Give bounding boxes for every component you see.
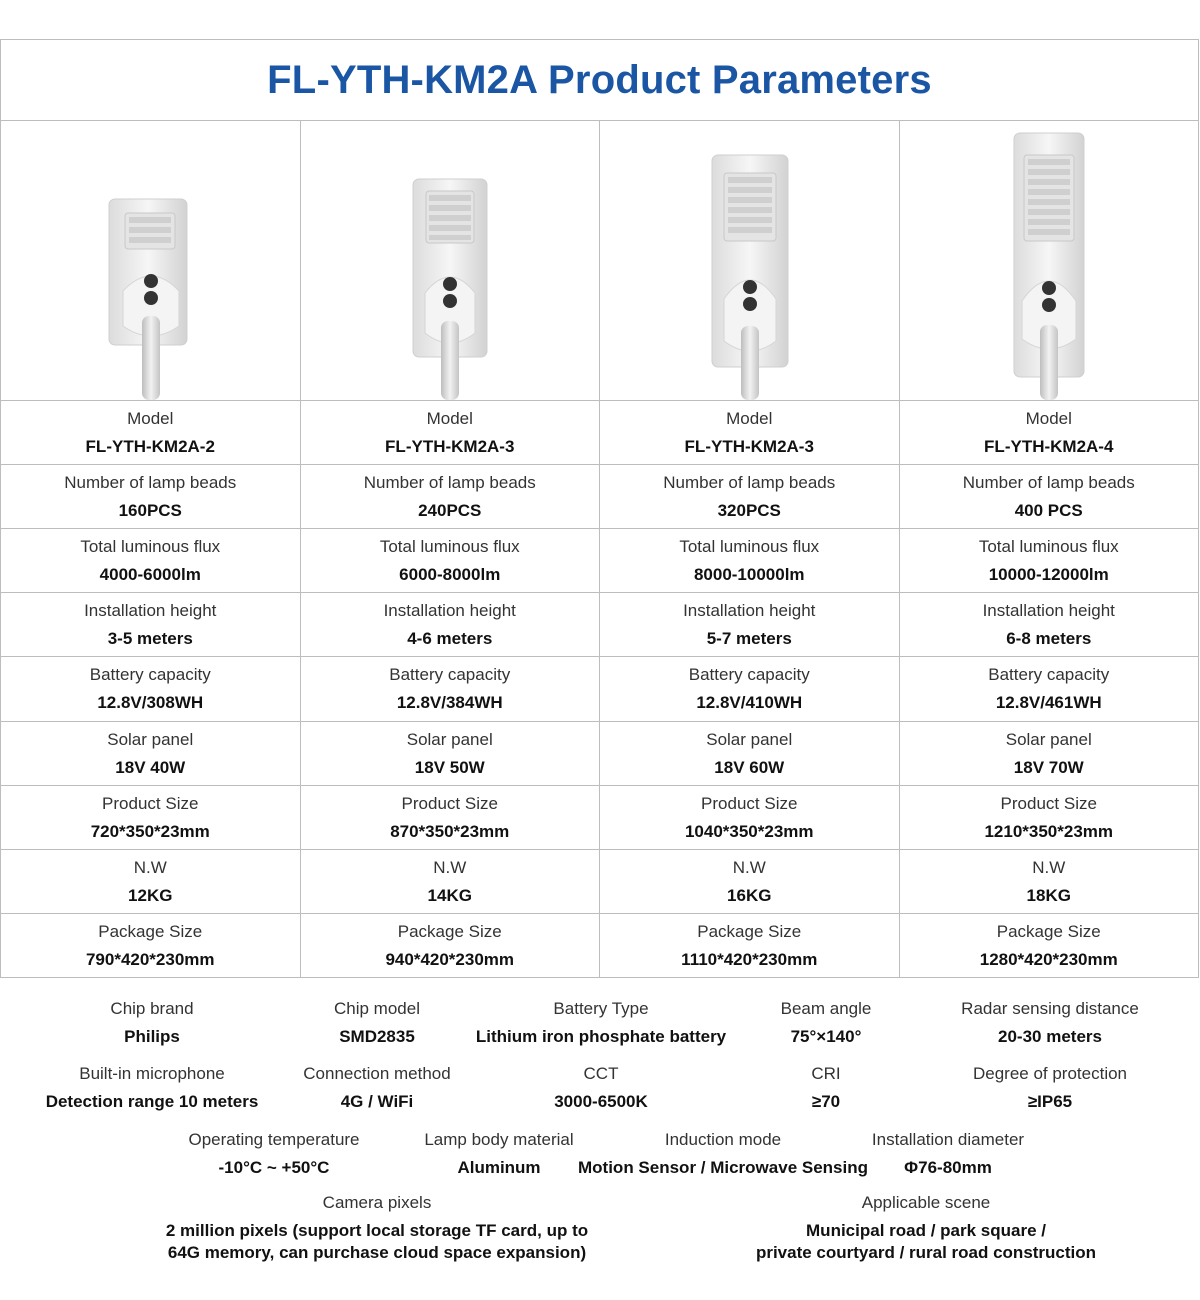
- table-cell: [600, 722, 900, 785]
- table-cell: [900, 401, 1199, 464]
- table-cell: [900, 786, 1199, 849]
- table-cell: [600, 593, 900, 656]
- table-cell: [900, 529, 1199, 592]
- spec-label: Camera pixels: [322, 1193, 432, 1212]
- spec-label: Induction mode: [664, 1130, 782, 1149]
- table-cell: [301, 850, 601, 913]
- cell-label: Number of lamp beads: [663, 472, 836, 492]
- cell-label: Installation height: [683, 600, 816, 620]
- spec-value: Aluminum: [457, 1158, 541, 1177]
- cell-value: 8000-10000lm: [693, 564, 805, 584]
- cell-value: 3-5 meters: [107, 628, 193, 648]
- cell-label: Product Size: [701, 793, 798, 813]
- spec-label: CRI: [811, 1064, 841, 1083]
- beads-row: [1, 465, 1198, 529]
- cell-value: FL-YTH-KM2A-3: [684, 436, 814, 456]
- spec-protection: [973, 1063, 1127, 1113]
- spec-value-line-2: private courtyard / rural road construction: [755, 1243, 1097, 1262]
- cell-value: 14KG: [427, 885, 472, 905]
- cell-value: 1040*350*23mm: [684, 821, 814, 841]
- cell-label: N.W: [433, 857, 467, 877]
- table-cell: [900, 914, 1199, 977]
- table-cell: [900, 722, 1199, 785]
- solar-row: [1, 722, 1198, 786]
- table-cell: [301, 786, 601, 849]
- cell-label: Total luminous flux: [978, 536, 1119, 556]
- table-cell: [301, 593, 601, 656]
- cell-label: Installation height: [84, 600, 217, 620]
- cell-label: Number of lamp beads: [962, 472, 1135, 492]
- cell-value: 6-8 meters: [1006, 628, 1092, 648]
- table-cell: [900, 465, 1199, 528]
- spec-label: CCT: [583, 1064, 619, 1083]
- table-cell: [600, 657, 900, 721]
- cell-label: N.W: [732, 857, 766, 877]
- cell-label: Number of lamp beads: [64, 472, 237, 492]
- spec-installation-diameter: [872, 1129, 1024, 1179]
- spec-camera-pixels: [166, 1192, 588, 1264]
- spec-label: Battery Type: [553, 999, 649, 1018]
- cell-label: Model: [1025, 408, 1072, 428]
- cell-label: Model: [426, 408, 473, 428]
- table-cell: [301, 401, 601, 464]
- cell-value: 12.8V/461WH: [995, 693, 1102, 712]
- cell-value: FL-YTH-KM2A-4: [984, 436, 1114, 456]
- cell-value: 5-7 meters: [706, 628, 792, 648]
- spec-label: Radar sensing distance: [961, 999, 1139, 1018]
- cell-value: 790*420*230mm: [85, 949, 215, 969]
- cell-label: Battery capacity: [688, 665, 810, 684]
- table-cell: [1, 722, 301, 785]
- spec-cri: [811, 1063, 840, 1113]
- cell-value: 4-6 meters: [407, 628, 493, 648]
- cell-value: 18V 40W: [115, 757, 186, 777]
- table-cell: [301, 914, 601, 977]
- street-lamp-3b-image: [600, 121, 900, 400]
- table-cell: [600, 914, 900, 977]
- spec-lamp-material: [424, 1129, 573, 1179]
- table-cell: [301, 657, 601, 721]
- spec-value: Motion Sensor / Microwave Sensing: [578, 1158, 868, 1177]
- cell-label: Installation height: [383, 600, 516, 620]
- table-cell: [900, 850, 1199, 913]
- cell-value: FL-YTH-KM2A-3: [385, 436, 515, 456]
- cell-value: 1280*420*230mm: [979, 949, 1118, 969]
- cell-value: 16KG: [727, 885, 772, 905]
- spec-label: Lamp body material: [424, 1130, 574, 1149]
- table-cell: [900, 593, 1199, 656]
- height-row: [1, 593, 1198, 657]
- cell-value: 1210*350*23mm: [984, 821, 1114, 841]
- title-row: [1, 40, 1198, 121]
- cell-label: N.W: [1032, 857, 1066, 877]
- table-cell: [1, 401, 301, 464]
- cell-label: Package Size: [996, 921, 1101, 941]
- table-cell: [301, 529, 601, 592]
- table-cell: [600, 786, 900, 849]
- cell-label: Solar panel: [107, 729, 194, 749]
- cell-label: Total luminous flux: [80, 536, 221, 556]
- spec-label: Applicable scene: [861, 1193, 991, 1212]
- product-image-cell: [600, 121, 900, 400]
- battery-row: [1, 657, 1198, 722]
- spec-label: Installation diameter: [871, 1130, 1025, 1149]
- size-row: [1, 786, 1198, 850]
- street-lamp-4-image: [900, 121, 1199, 400]
- table-cell: [600, 529, 900, 592]
- cell-value: 240PCS: [418, 500, 482, 520]
- spec-label: Built-in microphone: [79, 1064, 225, 1083]
- cell-value: 400 PCS: [1014, 500, 1083, 520]
- spec-applicable-scene: [756, 1192, 1096, 1264]
- cell-label: Number of lamp beads: [363, 472, 536, 492]
- table-cell: [1, 465, 301, 528]
- spec-value: 3000-6500K: [554, 1092, 648, 1111]
- cell-label: Total luminous flux: [679, 536, 820, 556]
- nw-row: [1, 850, 1198, 914]
- spec-label: Operating temperature: [188, 1130, 360, 1149]
- cell-label: Battery capacity: [988, 665, 1110, 684]
- cell-value: FL-YTH-KM2A-2: [85, 436, 215, 456]
- spec-label: Degree of protection: [972, 1064, 1128, 1083]
- spec-label: Chip model: [334, 999, 420, 1018]
- cell-label: Battery capacity: [389, 665, 511, 684]
- spec-microphone: [46, 1063, 259, 1113]
- cell-value: 6000-8000lm: [399, 564, 501, 584]
- table-cell: [600, 401, 900, 464]
- table-cell: [301, 465, 601, 528]
- cell-value: 1110*420*230mm: [681, 949, 818, 969]
- spec-label: Chip brand: [110, 999, 194, 1018]
- cell-value: 940*420*230mm: [385, 949, 515, 969]
- spec-radar: [961, 998, 1139, 1048]
- spec-value: -10°C ~ +50°C: [218, 1158, 330, 1177]
- cell-label: Model: [726, 408, 773, 428]
- spec-value: Φ76-80mm: [904, 1158, 992, 1177]
- table-cell: [600, 850, 900, 913]
- product-image-cell: [1, 121, 301, 400]
- cell-label: Package Size: [98, 921, 203, 941]
- cell-label: Product Size: [401, 793, 498, 813]
- spec-value: Lithium iron phosphate battery: [475, 1027, 727, 1046]
- parameter-table: [0, 39, 1199, 978]
- table-cell: [1, 914, 301, 977]
- cell-value: 160PCS: [118, 500, 182, 520]
- spec-value: 4G / WiFi: [340, 1092, 414, 1111]
- table-cell: [1, 657, 301, 721]
- cell-label: N.W: [133, 857, 167, 877]
- spec-label: Beam angle: [780, 999, 872, 1018]
- spec-beam-angle: [781, 998, 872, 1048]
- cell-value: 870*350*23mm: [390, 821, 510, 841]
- table-cell: [900, 657, 1199, 721]
- cell-label: Installation height: [982, 600, 1115, 620]
- cell-label: Product Size: [1000, 793, 1097, 813]
- cell-label: Model: [127, 408, 174, 428]
- cell-label: Solar panel: [1005, 729, 1092, 749]
- cell-label: Package Size: [697, 921, 802, 941]
- cell-value: 12.8V/308WH: [97, 693, 204, 712]
- street-lamp-2-image: [1, 121, 301, 400]
- spec-value-line-1: Municipal road / park square /: [806, 1221, 1046, 1240]
- cell-value: 4000-6000lm: [99, 564, 201, 584]
- product-image-row: [1, 121, 1198, 401]
- spec-value: ≥IP65: [1027, 1092, 1073, 1111]
- cell-label: Solar panel: [706, 729, 793, 749]
- spec-value-line-2: 64G memory, can purchase cloud space expansion): [167, 1243, 587, 1262]
- spec-value: ≥70: [811, 1092, 841, 1111]
- spec-value: Philips: [124, 1027, 180, 1046]
- table-cell: [1, 529, 301, 592]
- cell-label: Total luminous flux: [379, 536, 520, 556]
- model-row: [1, 401, 1198, 465]
- cell-value: 12KG: [128, 885, 173, 905]
- spec-connection: [303, 1063, 450, 1113]
- product-image-cell: [900, 121, 1199, 400]
- table-cell: [1, 786, 301, 849]
- package-row: [1, 914, 1198, 978]
- cell-value: 720*350*23mm: [90, 821, 210, 841]
- spec-value: SMD2835: [339, 1027, 415, 1046]
- spec-value-line-1: 2 million pixels (support local storage TF card, up to: [165, 1221, 589, 1240]
- spec-label: Connection method: [303, 1064, 451, 1083]
- cell-value: 12.8V/410WH: [696, 693, 803, 712]
- cell-label: Solar panel: [406, 729, 493, 749]
- cell-value: 10000-12000lm: [988, 564, 1109, 584]
- spec-chip-model: [334, 998, 420, 1048]
- spec-operating-temperature: [188, 1129, 359, 1179]
- spec-value: 20-30 meters: [998, 1027, 1102, 1046]
- cell-value: 12.8V/384WH: [396, 693, 503, 712]
- flux-row: [1, 529, 1198, 593]
- table-cell: [1, 850, 301, 913]
- cell-label: Product Size: [102, 793, 199, 813]
- table-cell: [301, 722, 601, 785]
- spec-battery-type: [476, 998, 726, 1048]
- cell-value: 18KG: [1026, 885, 1071, 905]
- spec-value: 75°×140°: [790, 1027, 862, 1046]
- cell-value: 320PCS: [717, 500, 781, 520]
- table-cell: [600, 465, 900, 528]
- spec-induction-mode: [578, 1129, 868, 1179]
- page-title: FL-YTH-KM2A Product Parameters: [267, 57, 932, 102]
- cell-value: 18V 70W: [1013, 757, 1084, 777]
- cell-value: 18V 50W: [414, 757, 485, 777]
- product-image-cell: [301, 121, 601, 400]
- table-cell: [1, 593, 301, 656]
- cell-label: Battery capacity: [89, 665, 211, 684]
- spec-cct: [554, 1063, 648, 1113]
- cell-label: Package Size: [397, 921, 502, 941]
- street-lamp-3-image: [301, 121, 601, 400]
- spec-value: Detection range 10 meters: [45, 1092, 259, 1111]
- cell-value: 18V 60W: [714, 757, 785, 777]
- spec-chip-brand: [110, 998, 193, 1048]
